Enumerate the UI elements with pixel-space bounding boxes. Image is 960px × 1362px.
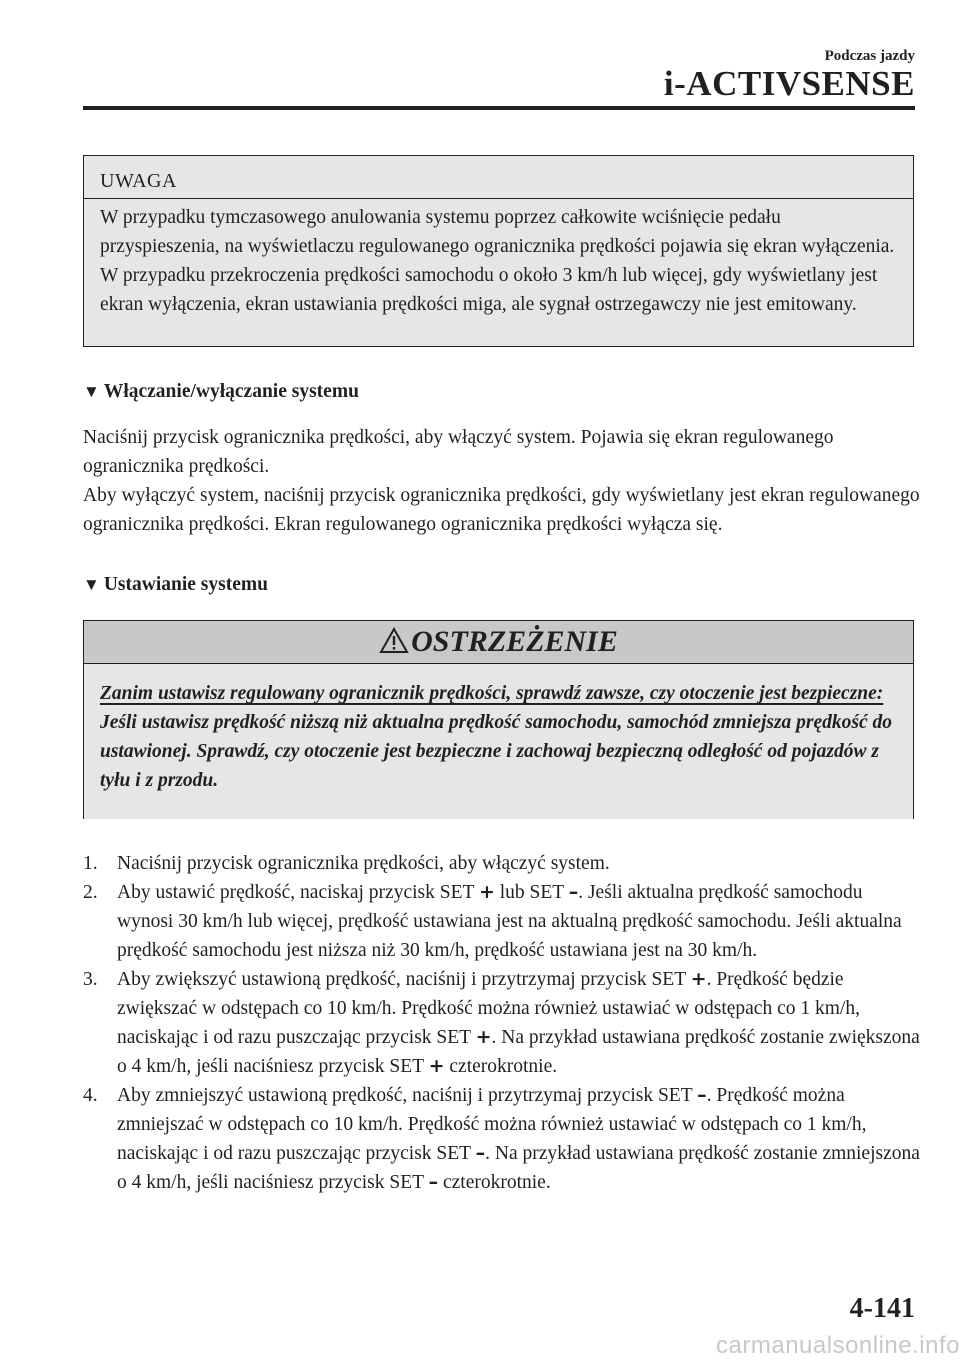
minus-icon: –	[428, 1171, 439, 1193]
section-heading-setting	[83, 574, 268, 596]
note-title: UWAGA	[84, 156, 913, 199]
triangle-down-icon: ▼	[83, 575, 100, 594]
step-item	[83, 1081, 923, 1197]
step-number: 3.	[83, 969, 98, 990]
step-text: . Prędkość można zmniejszać w odstępach co 10 km/h. Prędkość można również ustawiać w odstępach co 1 km/h, naciskając i od razu puszczając przycisk SET	[117, 1085, 867, 1164]
step-number: 2.	[83, 882, 98, 903]
step-text: Aby ustawić prędkość, naciskaj przycisk SET	[117, 882, 479, 903]
header-rule	[83, 106, 915, 110]
steps-list	[83, 849, 923, 1197]
page-number: 4-141	[849, 1293, 915, 1324]
section-heading-power	[83, 381, 359, 403]
triangle-down-icon: ▼	[83, 382, 100, 401]
paragraph-disable: Aby wyłączyć system, naciśnij przycisk ogranicznika prędkości, gdy wyświetlany jest ekran regulowanego ogranicznika prędkości. Ekran regulowanego ogranicznika prędkości wyłącza się.	[83, 485, 920, 535]
step-text: . Jeśli aktualna prędkość samochodu wynosi 30 km/h lub więcej, prędkość ustawiana jest na aktualną prędkość samochodu. Jeśli aktualna prędkość samochodu jest niższa niż 30 km/h, prędkość ustawiana jest na 30 km/h.	[117, 882, 902, 961]
plus-icon: +	[690, 968, 707, 990]
warning-body	[84, 664, 913, 819]
step-text: lub SET	[494, 882, 569, 903]
plus-icon: +	[475, 1026, 492, 1048]
step-text: Aby zwiększyć ustawioną prędkość, naciśnij i przytrzymaj przycisk SET	[117, 969, 691, 990]
step-text: Naciśnij przycisk ogranicznika prędkości, aby włączyć system.	[117, 853, 610, 874]
plus-icon: +	[478, 881, 495, 903]
minus-icon: –	[568, 881, 579, 903]
footer-watermark: carmanualsonline.info	[716, 1332, 960, 1359]
step-number: 4.	[83, 1085, 98, 1106]
warning-text: Jeśli ustawisz prędkość niższą niż aktualna prędkość samochodu, samochód zmniejsza prędkość do ustawionej. Sprawdź, czy otoczenie jest bezpieczne i zachowaj bezpieczną odległość od pojazdów z tyłu i z przodu.	[100, 712, 893, 791]
warning-lead: Zanim ustawisz regulowany ogranicznik prędkości, sprawdź zawsze, czy otoczenie jest bezpieczne:	[100, 683, 884, 704]
warning-title-text: OSTRZEŻENIE	[411, 625, 618, 658]
warning-box	[83, 620, 914, 819]
step-text: . Prędkość będzie zwiększać w odstępach co 10 km/h. Prędkość można również ustawiać w odstępach co 1 km/h, naciskając i od razu puszczając przycisk SET	[117, 969, 860, 1048]
warning-title	[84, 621, 913, 664]
paragraph-enable: Naciśnij przycisk ogranicznika prędkości, aby włączyć system. Pojawia się ekran regulowanego ogranicznika prędkości.	[83, 427, 834, 477]
step-item	[83, 878, 923, 965]
section-heading-power-text: Włączanie/wyłączanie systemu	[103, 381, 359, 402]
note-body: W przypadku tymczasowego anulowania systemu poprzez całkowite wciśnięcie pedału przyspieszenia, na wyświetlaczu regulowanego ogranicznika prędkości pojawia się ekran wyłączenia. W przypadku przekroczenia prędkości samochodu o około 3 km/h lub więcej, gdy wyświetlany jest ekran wyłączenia, ekran ustawiania prędkości miga, ale sygnał ostrzegawczy nie jest emitowany.	[100, 207, 895, 315]
chapter-title: i-ACTIVSENSE	[663, 64, 915, 103]
step-item	[83, 965, 923, 1081]
section-heading-setting-text: Ustawianie systemu	[103, 574, 268, 595]
note-box	[83, 155, 914, 347]
step-text: . Na przykład ustawiana prędkość zostanie zwiększona o 4 km/h, jeśli naciśniesz przycisk SET	[117, 1027, 920, 1077]
plus-icon: +	[428, 1055, 445, 1077]
step-text: czterokrotnie.	[438, 1172, 551, 1193]
step-number: 1.	[83, 853, 98, 874]
step-text: . Na przykład ustawiana prędkość zostanie zmniejszona o 4 km/h, jeśli naciśniesz przycisk SET	[117, 1143, 920, 1193]
step-text: czterokrotnie.	[444, 1056, 558, 1077]
section-header: Podczas jazdy	[824, 48, 915, 64]
step-text: Aby zmniejszyć ustawioną prędkość, naciśnij i przytrzymaj przycisk SET	[117, 1085, 698, 1106]
minus-icon: –	[697, 1084, 707, 1106]
minus-icon: –	[475, 1142, 486, 1164]
warning-triangle-icon	[379, 627, 409, 654]
step-item	[83, 849, 923, 878]
